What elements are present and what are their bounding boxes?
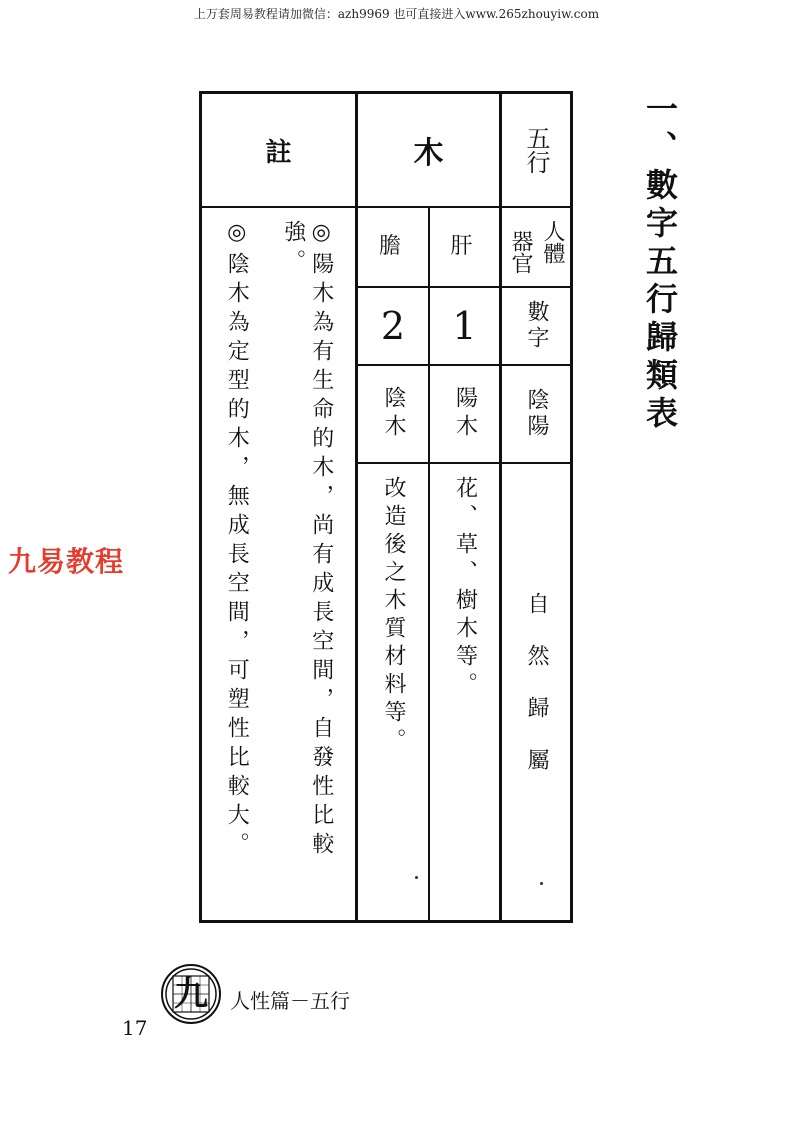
book-logo: [160, 963, 222, 1025]
notes-cell: [202, 208, 355, 920]
header-wuxing: [502, 94, 570, 206]
scan-speck: [415, 876, 418, 879]
label-number-text: 數字: [524, 300, 549, 352]
nature-yang-wood: [430, 464, 499, 920]
yinyang-yang-wood: [430, 366, 499, 462]
scan-speck: [540, 882, 543, 885]
header-notes-label: 註: [265, 137, 292, 168]
header-note: 上万套周易教程请加微信：azh9969 也可直接进入www.265zhouyiw.com: [193, 7, 600, 21]
label-yinyang-text: 陰陽: [524, 388, 549, 440]
header-wuxing-label: 五行: [522, 126, 550, 174]
label-number: [502, 288, 570, 364]
organ-liver-text: 肝: [450, 234, 479, 259]
label-nature-text: 自然歸屬: [524, 592, 549, 800]
nature-yin-wood-text: 改造後之木質材料等。: [381, 476, 406, 756]
page-number: 17: [122, 1016, 148, 1040]
header-notes: [202, 94, 355, 206]
nature-yin-wood: [358, 464, 428, 920]
label-organ-line2: 器官: [508, 230, 533, 274]
footer-section-title: 人性篇－五行: [230, 989, 350, 1013]
note-yang-wood: ◎陽木為有生命的木，尚有成長空間，自發性比較強。: [280, 220, 334, 861]
watermark: 九易教程: [8, 545, 125, 578]
page-title: 一、數字五行歸類表: [641, 92, 679, 434]
yinyang-yin-wood-text: 陰木: [381, 386, 406, 442]
nature-yang-wood-text: 花、草、樹木等。: [452, 476, 478, 700]
number-2: [358, 288, 428, 364]
label-nature: [502, 464, 570, 920]
header-mu-label: 木: [413, 136, 444, 171]
organ-gallbladder-text: 膽: [378, 234, 407, 259]
number-1-text: 1: [452, 304, 477, 348]
label-organ: [502, 208, 570, 286]
label-organ-line1: 人體: [540, 220, 565, 264]
header-mu: [358, 94, 499, 206]
organ-liver: [430, 208, 499, 286]
number-2-text: 2: [380, 304, 406, 348]
organ-gallbladder: [358, 208, 428, 286]
yinyang-yin-wood: [358, 366, 428, 462]
yinyang-yang-wood-text: 陽木: [452, 386, 478, 442]
note-yin-wood: ◎陰木為定型的木，無成長空間，可塑性比較大。: [224, 220, 250, 861]
book-logo-char: 九: [174, 974, 208, 1014]
wuxing-table: [199, 91, 573, 923]
label-yinyang: [502, 366, 570, 462]
number-1: [430, 288, 499, 364]
